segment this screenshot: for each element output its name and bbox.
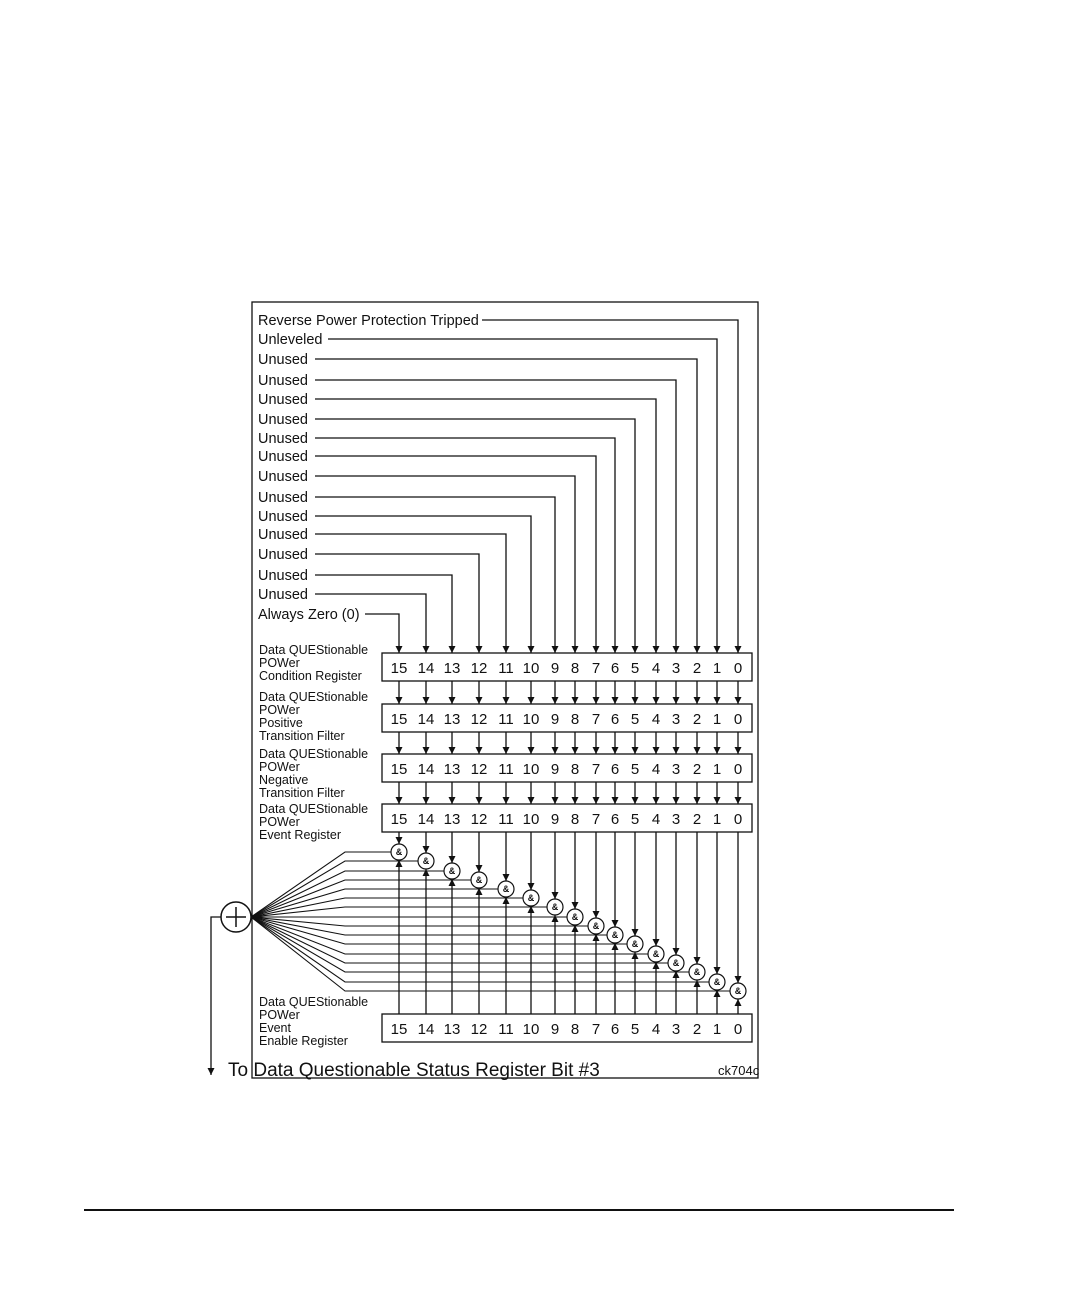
bit-label: 8 (570, 660, 580, 677)
bit-label: 6 (610, 761, 620, 778)
input-label: Unused (258, 412, 308, 428)
bit-label: 9 (550, 811, 560, 828)
bit-label: 6 (610, 711, 620, 728)
bit-label: 10 (522, 761, 540, 778)
and-gate-symbol: & (571, 912, 579, 922)
bit-label: 1 (712, 660, 722, 677)
bit-label: 9 (550, 761, 560, 778)
input-line (315, 399, 656, 653)
and-gate-symbol: & (652, 949, 660, 959)
bit-label: 10 (522, 811, 540, 828)
bit-label: 12 (470, 761, 488, 778)
bit-label: 9 (550, 711, 560, 728)
bit-label: 15 (390, 761, 408, 778)
bit-label: 10 (522, 660, 540, 677)
register-label: Condition Register (259, 669, 362, 683)
input-label: Unused (258, 449, 308, 465)
and-gate-symbol: & (551, 902, 559, 912)
input-label: Unleveled (258, 332, 323, 348)
input-label: Always Zero (0) (258, 607, 360, 623)
bit-label: 13 (443, 761, 461, 778)
and-gate-symbol: & (475, 875, 483, 885)
bit-label: 3 (671, 1021, 681, 1038)
bit-label: 13 (443, 1021, 461, 1038)
register-label: POWer (259, 760, 300, 774)
bit-label: 2 (692, 1021, 702, 1038)
bit-label: 10 (522, 1021, 540, 1038)
register-label: Negative (259, 773, 309, 787)
register-label: POWer (259, 656, 300, 670)
and-gates (251, 832, 746, 1014)
summary-output-label: To Data Questionable Status Register Bit #3 (228, 1060, 600, 1081)
input-line (315, 476, 575, 653)
bit-label: 0 (733, 711, 743, 728)
input-label: Unused (258, 547, 308, 563)
bit-label: 2 (692, 761, 702, 778)
bit-label: 4 (651, 1021, 661, 1038)
input-label: Unused (258, 490, 308, 506)
summing-node (221, 902, 251, 932)
register-label: Data QUEStionable (259, 747, 369, 761)
bit-label: 11 (498, 1021, 514, 1038)
register-label: POWer (259, 703, 300, 717)
bit-label: 13 (443, 711, 461, 728)
bit-label: 8 (570, 711, 580, 728)
bit-label: 14 (417, 1021, 435, 1038)
bit-label: 5 (630, 711, 640, 728)
bit-label: 11 (498, 711, 514, 728)
bit-label: 5 (630, 761, 640, 778)
bit-label: 7 (591, 1021, 601, 1038)
gate-output-line (251, 917, 668, 963)
summary-output-line (211, 917, 221, 1075)
register-label: Event (259, 1021, 291, 1035)
register-label: POWer (259, 1008, 300, 1022)
bit-label: 8 (570, 1021, 580, 1038)
bit-label: 15 (390, 811, 408, 828)
bit-label: 7 (591, 711, 601, 728)
and-gate-symbol: & (395, 847, 403, 857)
and-gate-symbol: & (527, 893, 535, 903)
input-label: Unused (258, 587, 308, 603)
and-gate-symbol: & (502, 884, 510, 894)
input-line (482, 320, 738, 653)
bit-label: 3 (671, 761, 681, 778)
and-gate-symbol: & (693, 967, 701, 977)
bit-label: 0 (733, 1021, 743, 1038)
and-gate-symbol: & (448, 866, 456, 876)
register-label: POWer (259, 815, 300, 829)
and-gate-symbol: & (713, 977, 721, 987)
input-line (315, 554, 479, 653)
register-label: Transition Filter (259, 729, 345, 743)
bit-label: 11 (498, 660, 514, 677)
input-line (315, 419, 635, 653)
bit-label: 14 (417, 660, 435, 677)
input-line (365, 614, 399, 653)
bit-label: 1 (712, 711, 722, 728)
input-label: Unused (258, 431, 308, 447)
bit-label: 3 (671, 811, 681, 828)
bit-label: 11 (498, 761, 514, 778)
bit-label: 15 (390, 1021, 408, 1038)
bit-label: 14 (417, 811, 435, 828)
bit-label: 5 (630, 660, 640, 677)
register-label: Enable Register (259, 1034, 348, 1048)
gate-output-line (251, 917, 588, 926)
bit-label: 3 (671, 660, 681, 677)
bit-label: 9 (550, 1021, 560, 1038)
register-label: Data QUEStionable (259, 690, 369, 704)
input-line (315, 438, 615, 653)
bit-label: 14 (417, 711, 435, 728)
input-label: Unused (258, 509, 308, 525)
bit-label: 2 (692, 811, 702, 828)
bit-label: 4 (651, 660, 661, 677)
input-label: Unused (258, 469, 308, 485)
input-label: Reverse Power Protection Tripped (258, 313, 479, 329)
bit-label: 10 (522, 711, 540, 728)
bit-label: 0 (733, 660, 743, 677)
and-gate-symbol: & (631, 939, 639, 949)
register-label: Transition Filter (259, 786, 345, 800)
bit-label: 14 (417, 761, 435, 778)
bit-label: 15 (390, 711, 408, 728)
bit-label: 1 (712, 761, 722, 778)
bit-label: 4 (651, 761, 661, 778)
input-label: Unused (258, 373, 308, 389)
register-arrows (399, 681, 738, 804)
bit-label: 8 (570, 761, 580, 778)
and-gate-symbol: & (734, 986, 742, 996)
bit-label: 4 (651, 711, 661, 728)
input-line (315, 516, 531, 653)
input-label: Unused (258, 352, 308, 368)
gate-output-line (251, 871, 444, 917)
register-label: Data QUEStionable (259, 802, 369, 816)
bit-label: 12 (470, 660, 488, 677)
bit-label: 0 (733, 811, 743, 828)
bit-label: 11 (498, 811, 514, 828)
input-line (328, 339, 717, 653)
bit-label: 3 (671, 711, 681, 728)
bit-label: 1 (712, 811, 722, 828)
figure-id: ck704c (718, 1063, 760, 1078)
register-label: Data QUEStionable (259, 643, 369, 657)
bit-label: 2 (692, 660, 702, 677)
bit-label: 1 (712, 1021, 722, 1038)
bit-label: 5 (630, 811, 640, 828)
bit-label: 9 (550, 660, 560, 677)
bit-label: 8 (570, 811, 580, 828)
input-label: Unused (258, 568, 308, 584)
register-label: Positive (259, 716, 303, 730)
and-gate-symbol: & (592, 921, 600, 931)
input-label: Unused (258, 392, 308, 408)
bit-label: 5 (630, 1021, 640, 1038)
bit-label: 2 (692, 711, 702, 728)
bit-label: 0 (733, 761, 743, 778)
bit-label: 4 (651, 811, 661, 828)
and-gate-symbol: & (422, 856, 430, 866)
bit-label: 7 (591, 660, 601, 677)
bit-label: 6 (610, 811, 620, 828)
bit-label: 7 (591, 811, 601, 828)
bit-label: 6 (610, 660, 620, 677)
bit-label: 12 (470, 811, 488, 828)
bit-label: 13 (443, 660, 461, 677)
bit-label: 7 (591, 761, 601, 778)
bit-label: 13 (443, 811, 461, 828)
bit-label: 12 (470, 711, 488, 728)
bit-label: 15 (390, 660, 408, 677)
and-gate-symbol: & (611, 930, 619, 940)
bit-label: 12 (470, 1021, 488, 1038)
register-label: Event Register (259, 828, 341, 842)
bit-label: 6 (610, 1021, 620, 1038)
and-gate-symbol: & (672, 958, 680, 968)
input-label: Unused (258, 527, 308, 543)
register-label: Data QUEStionable (259, 995, 369, 1009)
condition-inputs (258, 313, 738, 653)
